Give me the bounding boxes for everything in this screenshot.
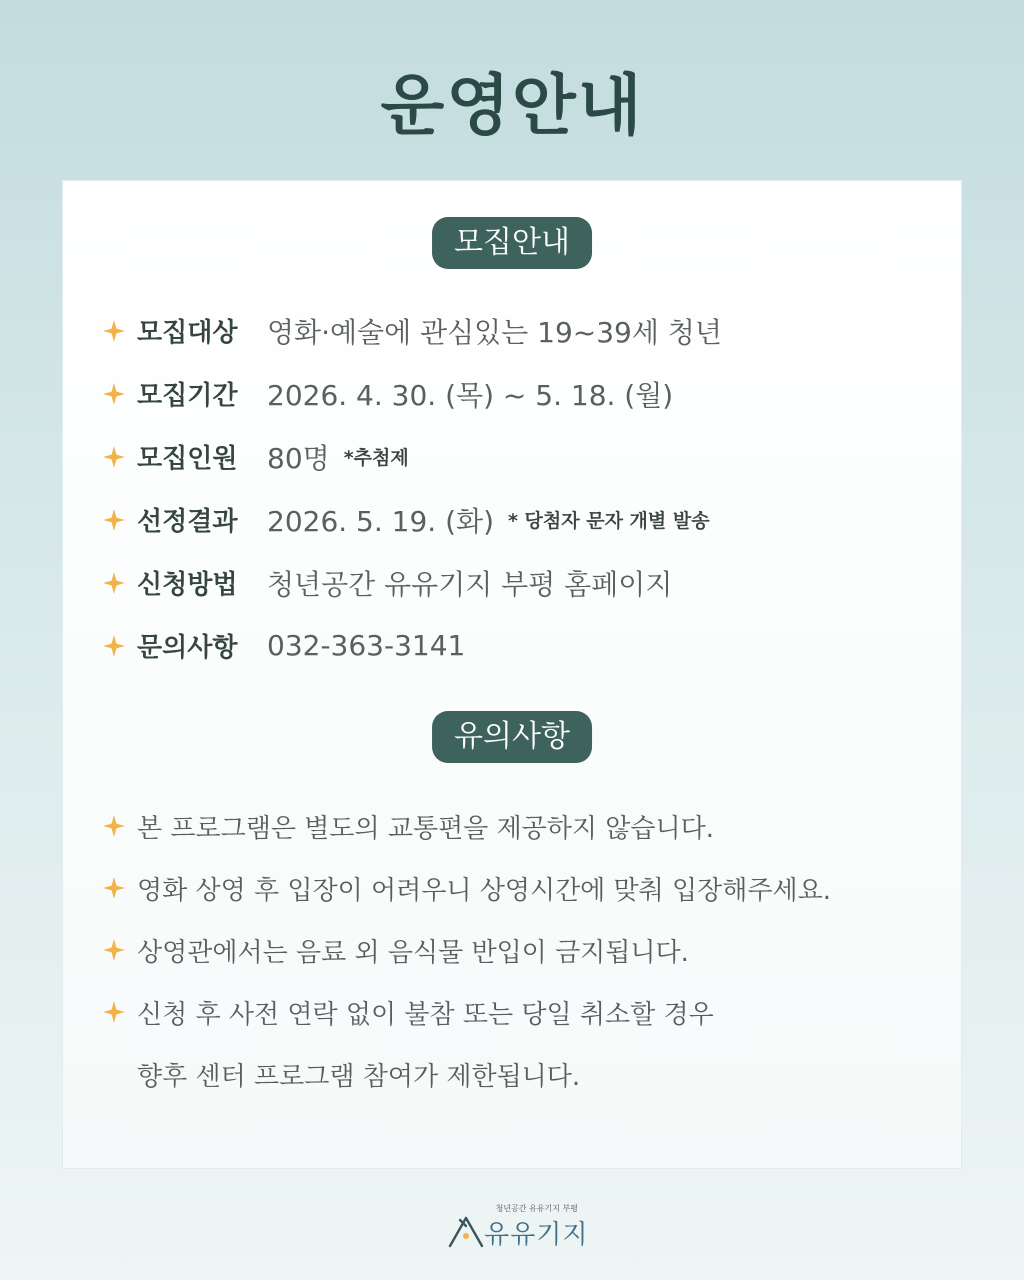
info-card xyxy=(62,180,962,1169)
notice-text: 본 프로그램은 별도의 교통편을 제공하지 않습니다. xyxy=(137,813,715,844)
sparkle-star-icon xyxy=(103,572,125,594)
sparkle-star-icon xyxy=(103,877,125,899)
info-note: * 당첨자 문자 개별 발송 xyxy=(508,510,710,532)
info-row-contact xyxy=(103,614,933,677)
sparkle-star-icon xyxy=(103,635,125,657)
sparkle-star-icon xyxy=(103,509,125,531)
info-value: 2026. 5. 19. (화) xyxy=(267,504,494,538)
sparkle-star-icon xyxy=(103,383,125,405)
info-row-method xyxy=(103,551,933,614)
footer-org-name: 청년공간 유유기지 부평 xyxy=(495,1204,578,1213)
notice-list xyxy=(103,795,933,1105)
notice-item xyxy=(103,795,933,857)
info-row-period xyxy=(103,362,933,425)
info-value: 영화·예술에 관심있는 19~39세 청년 xyxy=(267,315,722,349)
sparkle-star-icon xyxy=(103,446,125,468)
sparkle-star-icon xyxy=(103,815,125,837)
notice-text: 영화 상영 후 입장이 어려우니 상영시간에 맞춰 입장해주세요. xyxy=(137,875,832,906)
recruit-info-list xyxy=(103,299,933,677)
notice-item xyxy=(103,919,933,981)
footer-logo-block xyxy=(444,1200,589,1252)
info-label: 신청방법 xyxy=(137,570,238,600)
section-heading-notice: 유의사항 xyxy=(432,711,592,763)
notice-text: 상영관에서는 음료 외 음식물 반입이 금지됩니다. xyxy=(137,937,689,968)
notice-text: 신청 후 사전 연락 없이 불참 또는 당일 취소할 경우 xyxy=(137,999,714,1030)
notice-item xyxy=(103,981,933,1043)
info-label: 모집대상 xyxy=(137,318,238,348)
footer-logo-word: 유유기지 xyxy=(484,1220,589,1250)
notice-item xyxy=(103,857,933,919)
sparkle-star-icon xyxy=(103,320,125,342)
info-value: 80명 xyxy=(267,441,330,475)
info-value: 청년공간 유유기지 부평 홈페이지 xyxy=(267,567,673,601)
info-value: 032-363-3141 xyxy=(267,629,466,662)
notice-item-continuation xyxy=(103,1043,933,1105)
sparkle-star-icon xyxy=(103,1001,125,1023)
info-label: 모집기간 xyxy=(137,381,238,411)
info-note: *추첨제 xyxy=(343,447,409,469)
section-heading-recruit: 모집안내 xyxy=(432,217,592,269)
info-label: 문의사항 xyxy=(137,633,238,663)
page-title: 운영안내 xyxy=(380,66,644,144)
sparkle-star-icon xyxy=(103,939,125,961)
info-value: 2026. 4. 30. (목) ~ 5. 18. (월) xyxy=(267,378,674,412)
info-row-target xyxy=(103,299,933,362)
notice-text: 향후 센터 프로그램 참여가 제한됩니다. xyxy=(137,1061,581,1092)
info-row-result xyxy=(103,488,933,551)
tent-person-logo-icon xyxy=(446,1214,486,1248)
info-row-headcount xyxy=(103,425,933,488)
info-label: 선정결과 xyxy=(137,507,238,537)
info-label: 모집인원 xyxy=(137,444,238,474)
